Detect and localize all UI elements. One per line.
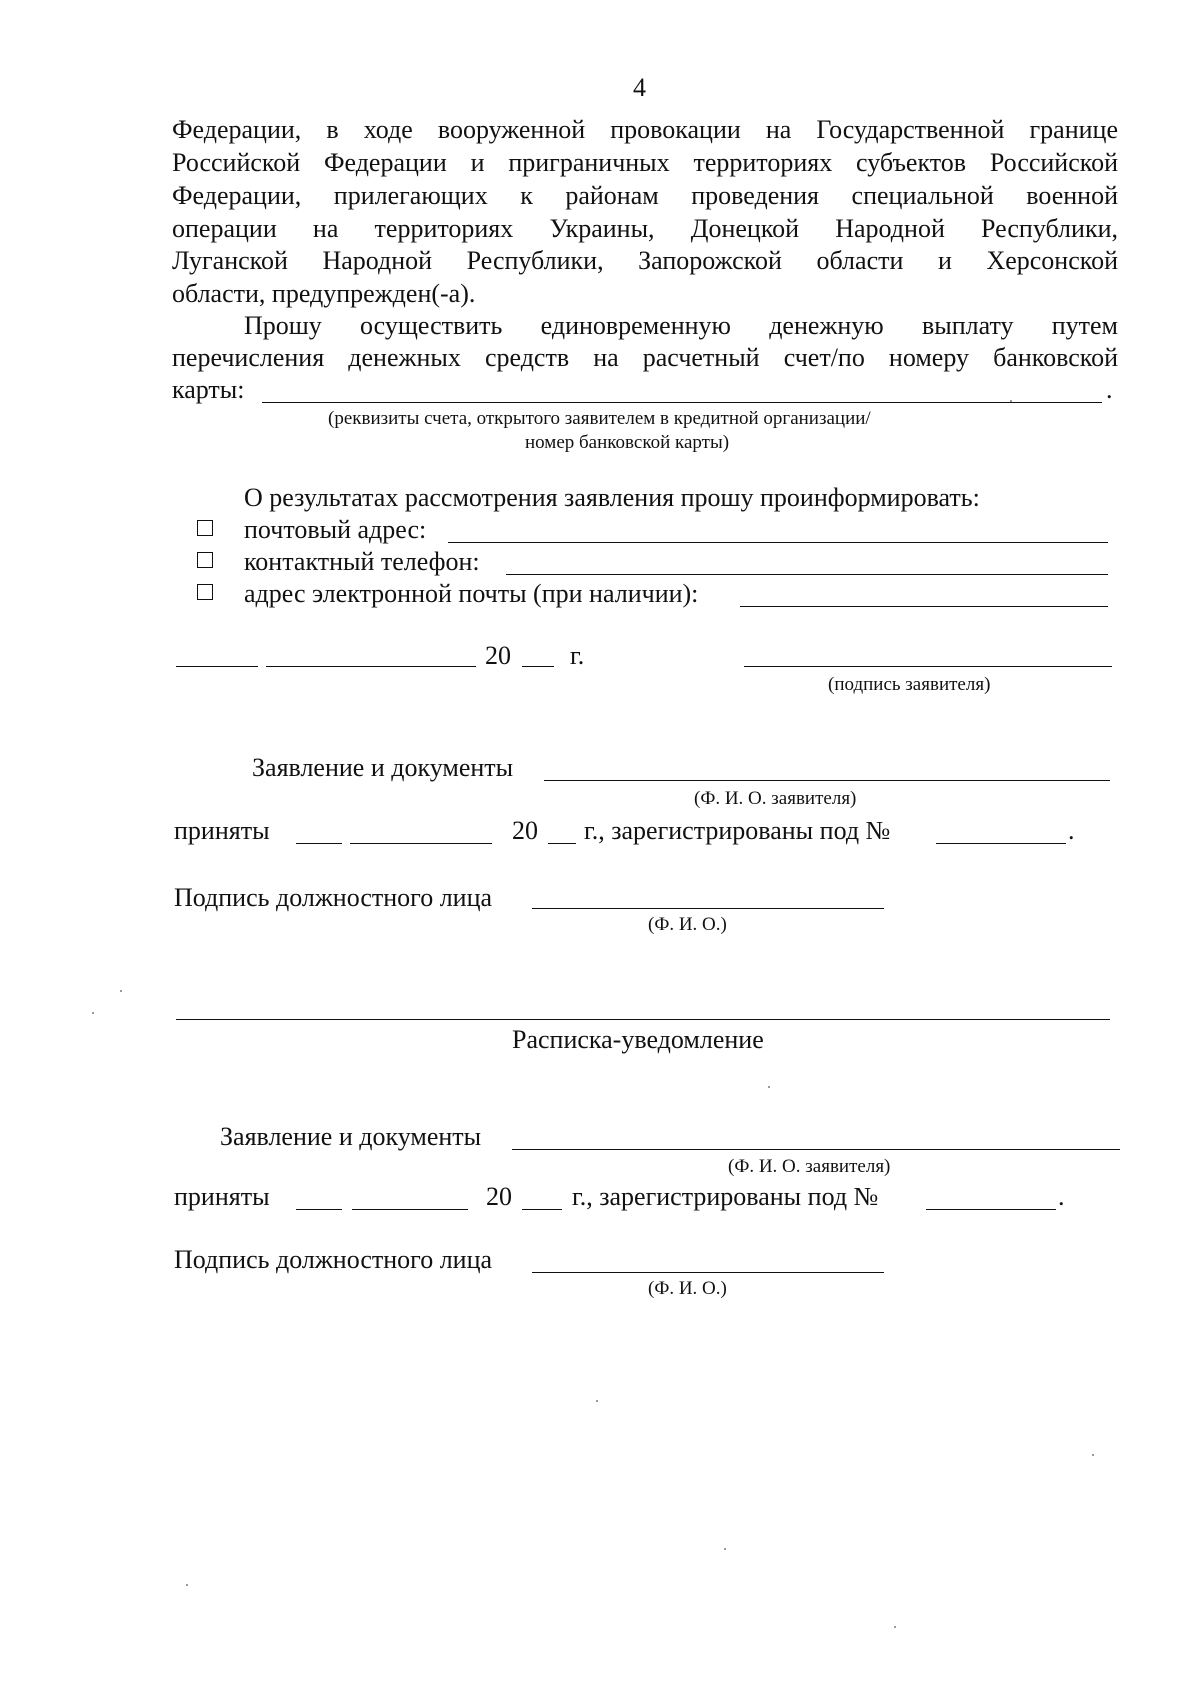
- postal-address-field[interactable]: [448, 542, 1108, 543]
- receipt-accepted-label: приняты: [174, 1182, 270, 1211]
- date-month-field[interactable]: [266, 666, 476, 667]
- acceptance-official-field[interactable]: [532, 908, 884, 909]
- receipt-fio-field[interactable]: [512, 1149, 1120, 1150]
- scan-speck: [186, 1584, 188, 1586]
- section-divider: [176, 1019, 1110, 1020]
- notify-heading: О результатах рассмотрения заявления прошу проинформировать:: [244, 483, 980, 512]
- applicant-signature-field[interactable]: [744, 666, 1112, 667]
- paragraph-1-line-1: Федерации, в ходе вооруженной провокации на Государственной границе: [172, 115, 1118, 144]
- postal-address-label: почтовый адрес:: [244, 515, 427, 544]
- acceptance-official-label: Подпись должностного лица: [174, 883, 493, 912]
- email-label: адрес электронной почты (при наличии):: [244, 579, 699, 608]
- receipt-end-period: .: [1058, 1182, 1065, 1211]
- acceptance-official-caption: (Ф. И. О.): [648, 914, 727, 935]
- scan-speck: [768, 1086, 770, 1088]
- acceptance-reg-number-field[interactable]: [936, 843, 1066, 844]
- scan-speck: [894, 1626, 896, 1628]
- receipt-registered-text: г., зарегистрированы под №: [572, 1182, 879, 1211]
- receipt-title: Расписка-уведомление: [512, 1025, 764, 1054]
- receipt-docs-label: Заявление и документы: [220, 1122, 482, 1151]
- scan-speck: [120, 990, 122, 992]
- paragraph-1-line-5: Луганской Народной Республики, Запорожской области и Херсонской: [172, 246, 1118, 275]
- acceptance-end-period: .: [1068, 816, 1075, 845]
- paragraph-1-line-3: Федерации, прилегающих к районам проведения специальной военной: [172, 181, 1118, 210]
- acceptance-docs-label: Заявление и документы: [252, 753, 514, 782]
- scan-speck: [92, 1012, 94, 1014]
- phone-field[interactable]: [506, 574, 1108, 575]
- scan-speck: [724, 1548, 726, 1550]
- phone-label: контактный телефон:: [244, 547, 480, 576]
- date-year-suffix: г.: [570, 641, 585, 670]
- email-checkbox[interactable]: [197, 584, 213, 600]
- acceptance-year-field[interactable]: [548, 843, 576, 844]
- receipt-day-field[interactable]: [296, 1209, 342, 1210]
- postal-address-checkbox[interactable]: [197, 520, 213, 536]
- paragraph-1-last-line: области, предупрежден(-а).: [172, 279, 476, 308]
- receipt-fio-caption: (Ф. И. О. заявителя): [728, 1156, 891, 1177]
- acceptance-registered-text: г., зарегистрированы под №: [584, 816, 891, 845]
- paragraph-1-line-2: Российской Федерации и приграничных территориях субъектов Российской: [172, 148, 1118, 177]
- receipt-official-caption: (Ф. И. О.): [648, 1278, 727, 1299]
- date-year-field[interactable]: [522, 666, 554, 667]
- paragraph-1-line-4: операции на территориях Украины, Донецкой Народной Республики,: [172, 214, 1118, 243]
- acceptance-accepted-label: приняты: [174, 816, 270, 845]
- scan-speck: [596, 1400, 598, 1402]
- phone-checkbox[interactable]: [197, 552, 213, 568]
- acceptance-year-prefix: 20: [512, 816, 538, 845]
- receipt-official-field[interactable]: [532, 1272, 884, 1273]
- card-caption-2: номер банковской карты): [525, 432, 730, 453]
- receipt-reg-number-field[interactable]: [926, 1209, 1056, 1210]
- receipt-year-prefix: 20: [486, 1182, 512, 1211]
- card-caption-1: (реквизиты счета, открытого заявителем в кредитной организации/: [328, 408, 871, 429]
- scan-speck: [1010, 400, 1012, 402]
- date-year-prefix: 20: [485, 641, 511, 670]
- paragraph-2-line-2: перечисления денежных средств на расчетный счет/по номеру банковской: [172, 343, 1118, 372]
- receipt-year-field[interactable]: [522, 1209, 562, 1210]
- card-line-period: .: [1106, 375, 1113, 404]
- receipt-official-label: Подпись должностного лица: [174, 1245, 493, 1274]
- card-label: карты:: [172, 375, 245, 404]
- applicant-signature-caption: (подпись заявителя): [828, 674, 991, 695]
- receipt-month-field[interactable]: [352, 1209, 468, 1210]
- acceptance-month-field[interactable]: [350, 843, 492, 844]
- acceptance-day-field[interactable]: [296, 843, 342, 844]
- email-field[interactable]: [740, 606, 1108, 607]
- card-number-field[interactable]: [262, 402, 1102, 403]
- page-number: 4: [633, 73, 646, 102]
- date-day-field[interactable]: [176, 666, 258, 667]
- paragraph-2-line-1: Прошу осуществить единовременную денежную выплату путем: [244, 311, 1118, 340]
- scan-speck: [1092, 1454, 1094, 1456]
- acceptance-fio-caption: (Ф. И. О. заявителя): [694, 788, 857, 809]
- acceptance-fio-field[interactable]: [544, 780, 1110, 781]
